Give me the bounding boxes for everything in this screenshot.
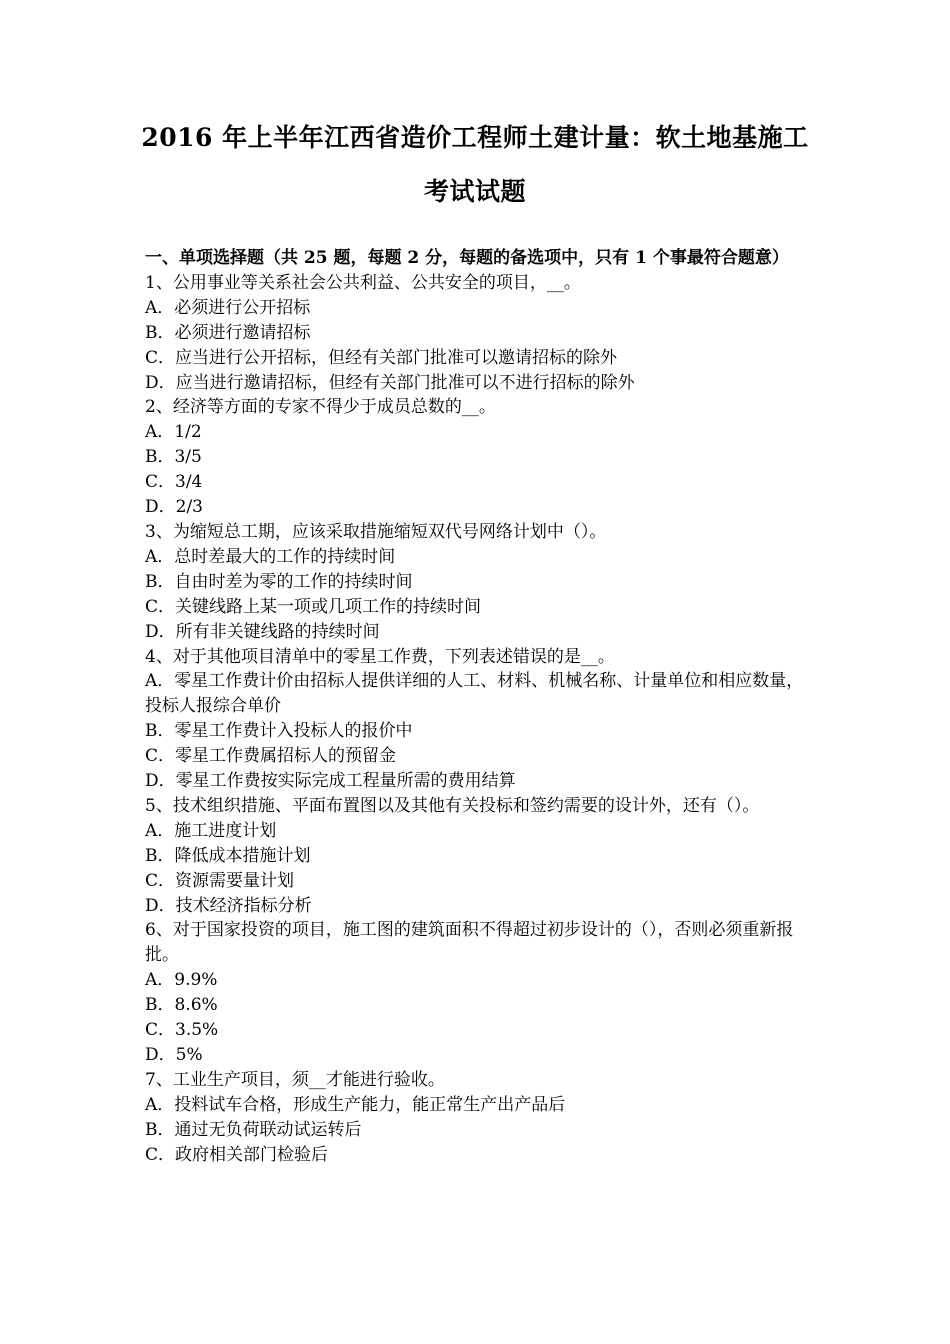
option-c: C．3/4 bbox=[145, 472, 203, 493]
option-c: C．应当进行公开招标，但经有关部门批准可以邀请招标的除外 bbox=[145, 347, 618, 368]
question-2 bbox=[145, 395, 813, 520]
question-stem: 4、对于其他项目清单中的零星工作费，下列表述错误的是__。 bbox=[145, 646, 615, 667]
question-1 bbox=[145, 271, 813, 396]
option-a: A．必须进行公开招标 bbox=[145, 297, 311, 318]
question-stem: 3、为缩短总工期，应该采取措施缩短双代号网络计划中（）。 bbox=[145, 521, 607, 542]
option-d: D．5% bbox=[145, 1045, 203, 1065]
question-3 bbox=[145, 520, 813, 645]
option-d: D．所有非关键线路的持续时间 bbox=[145, 621, 380, 642]
option-d: D．应当进行邀请招标，但经有关部门批准可以不进行招标的除外 bbox=[145, 372, 635, 393]
option-d: D．2/3 bbox=[145, 497, 203, 518]
option-a: A．1/2 bbox=[145, 422, 202, 443]
question-stem: 7、工业生产项目，须__才能进行验收。 bbox=[145, 1069, 445, 1090]
section-heading: 一、单项选择题（共 25 题，每题 2 分，每题的备选项中，只有 1 个事最符合题意） bbox=[145, 248, 789, 268]
question-stem: 6、对于国家投资的项目，施工图的建筑面积不得超过初步设计的（），否则必须重新报批。 bbox=[145, 920, 794, 966]
option-a: A．投料试车合格，形成生产能力，能正常生产出产品后 bbox=[145, 1094, 566, 1115]
option-c: C．资源需要量计划 bbox=[145, 870, 295, 891]
option-a: A．9.9% bbox=[145, 970, 218, 991]
question-5 bbox=[145, 794, 813, 919]
option-c: C．政府相关部门检验后 bbox=[145, 1144, 329, 1165]
option-c: C．零星工作费属招标人的预留金 bbox=[145, 746, 397, 767]
option-b: B．零星工作费计入投标人的报价中 bbox=[145, 721, 413, 742]
question-7 bbox=[145, 1068, 813, 1168]
question-6 bbox=[145, 918, 813, 1067]
option-a: A．施工进度计划 bbox=[145, 820, 277, 841]
question-4 bbox=[145, 645, 813, 794]
option-d: D．技术经济指标分析 bbox=[145, 895, 312, 916]
option-b: B．8.6% bbox=[145, 995, 218, 1016]
option-b: B．必须进行邀请招标 bbox=[145, 322, 311, 343]
option-c: C．关键线路上某一项或几项工作的持续时间 bbox=[145, 596, 482, 617]
option-a: A．零星工作费计价由招标人提供详细的人工、材料、机械名称、计量单位和相应数量，投标人报综合单价 bbox=[145, 671, 804, 717]
option-c: C．3.5% bbox=[145, 1020, 219, 1041]
option-a: A．总时差最大的工作的持续时间 bbox=[145, 546, 396, 567]
option-b: B．降低成本措施计划 bbox=[145, 845, 311, 866]
option-b: B．通过无负荷联动试运转后 bbox=[145, 1119, 362, 1140]
question-stem: 1、公用事业等关系社会公共利益、公共安全的项目，__。 bbox=[145, 272, 581, 293]
option-d: D．零星工作费按实际完成工程量所需的费用结算 bbox=[145, 771, 516, 792]
question-stem: 5、技术组织措施、平面布置图以及其他有关投标和签约需要的设计外，还有（）。 bbox=[145, 795, 760, 816]
option-b: B．自由时差为零的工作的持续时间 bbox=[145, 571, 413, 592]
option-b: B．3/5 bbox=[145, 447, 202, 468]
document-body bbox=[145, 246, 813, 1168]
document-title-line-1: 2016 年上半年江西省造价工程师土建计量：软土地基施工 bbox=[141, 123, 809, 152]
document-title-line-2: 考试试题 bbox=[423, 177, 526, 206]
question-stem: 2、经济等方面的专家不得少于成员总数的__。 bbox=[145, 397, 496, 418]
